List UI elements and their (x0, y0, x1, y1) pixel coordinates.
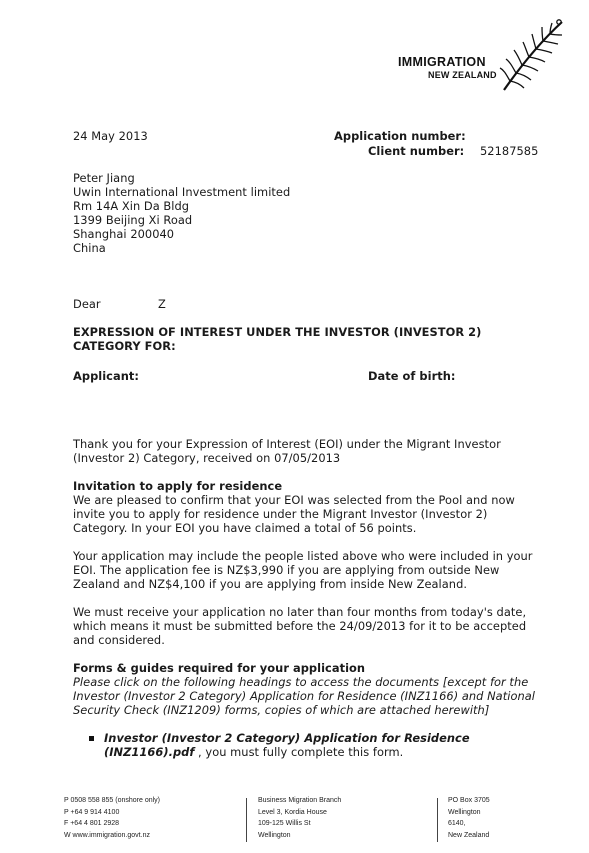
invitation-heading: Invitation to apply for residence (73, 479, 283, 493)
forms-intro (73, 675, 535, 717)
address-line: Shanghai 200040 (73, 227, 175, 241)
paragraph-line: Thank you for your Expression of Interest (EOI) under the Migrant Investor (73, 437, 501, 451)
paragraph-line: Your application may include the people listed above who were included in your (73, 549, 533, 563)
footer-line: F +64 4 801 2928 (64, 820, 120, 827)
subject-line: CATEGORY FOR: (73, 339, 176, 353)
client-number-value: 52187585 (480, 144, 539, 158)
footer-line: P 0508 558 855 (onshore only) (64, 797, 160, 804)
paragraph-line: Category. In your EOI you have claimed a total of 56 points. (73, 521, 417, 535)
paragraph-line: Security Check (INZ1209) forms, copies of which are attached herewith] (73, 703, 490, 717)
forms-heading: Forms & guides required for your application (73, 661, 366, 675)
footer-line: P +64 9 914 4100 (64, 808, 120, 816)
application-number-label: Application number: (334, 129, 466, 143)
paragraph-line: (Investor 2) Category, received on 07/05/2013 (73, 451, 341, 465)
footer-pobox (448, 795, 490, 841)
footer-contact (64, 795, 160, 841)
form-list-item[interactable] (104, 731, 470, 759)
footer-line: New Zealand (448, 831, 490, 839)
deadline-paragraph (73, 605, 526, 647)
form-instruction: , you must fully complete this form. (194, 745, 404, 759)
form-link-line (104, 745, 470, 759)
footer-line: Business Migration Branch (258, 797, 342, 804)
letter-date: 24 May 2013 (73, 129, 148, 143)
dob-label: Date of birth: (368, 369, 456, 383)
address-line: Uwin International Investment limited (73, 185, 291, 199)
paragraph-line: and considered. (73, 633, 165, 647)
footer-line: Wellington (258, 831, 291, 839)
footer-line: W www.immigration.govt.nz (64, 831, 150, 839)
address-line: Peter Jiang (73, 171, 135, 185)
paragraph-line: invite you to apply for residence under the Migrant Investor (Investor 2) (73, 507, 488, 521)
address-line: Rm 14A Xin Da Bldg (73, 199, 190, 213)
logo-subtitle: NEW ZEALAND (428, 70, 497, 80)
recipient-address (73, 171, 290, 255)
footer-line: PO Box 3705 (448, 797, 490, 804)
logo-title: IMMIGRATION (398, 55, 486, 69)
footer-line: Wellington (448, 808, 481, 816)
paragraph-line: We are pleased to confirm that your EOI was selected from the Pool and now (73, 493, 515, 507)
fern-logo-icon (496, 14, 568, 94)
address-line: China (73, 241, 106, 255)
footer-divider (437, 798, 438, 842)
intro-paragraph (73, 437, 501, 465)
footer-line: Level 3, Kordia House (258, 808, 327, 816)
subject-heading (73, 325, 481, 353)
footer-divider (246, 798, 247, 842)
invitation-paragraph (73, 493, 515, 535)
form-link-inz1166[interactable]: Investor (Investor 2 Category) Application for Residence (104, 731, 470, 745)
salutation: Dear (73, 297, 101, 311)
fee-paragraph (73, 549, 533, 591)
applicant-label: Applicant: (73, 369, 139, 383)
form-link-filename[interactable]: (INZ1166).pdf (104, 745, 195, 759)
paragraph-line: Zealand and NZ$4,100 if you are applying from inside New Zealand. (73, 577, 468, 591)
address-line: 1399 Beijing Xi Road (73, 213, 193, 227)
salutation-initial: Z (158, 297, 166, 311)
paragraph-line: which means it must be submitted before the 24/09/2013 for it to be accepted (73, 619, 527, 633)
paragraph-line: Investor (Investor 2 Category) Application for Residence (INZ1166) and National (73, 689, 535, 703)
subject-line: EXPRESSION OF INTEREST UNDER THE INVESTOR (INVESTOR 2) (73, 325, 482, 339)
client-number-label: Client number: (368, 144, 465, 158)
footer-line: 6140, (448, 820, 466, 827)
footer-address (258, 795, 341, 841)
bullet-icon (89, 736, 94, 741)
paragraph-line: EOI. The application fee is NZ$3,990 if you are applying from outside New (73, 563, 500, 577)
paragraph-line: Please click on the following headings to access the documents [except for the (73, 675, 529, 689)
paragraph-line: We must receive your application no later than four months from today's date, (73, 605, 527, 619)
footer-line: 109-125 Willis St (258, 820, 311, 827)
